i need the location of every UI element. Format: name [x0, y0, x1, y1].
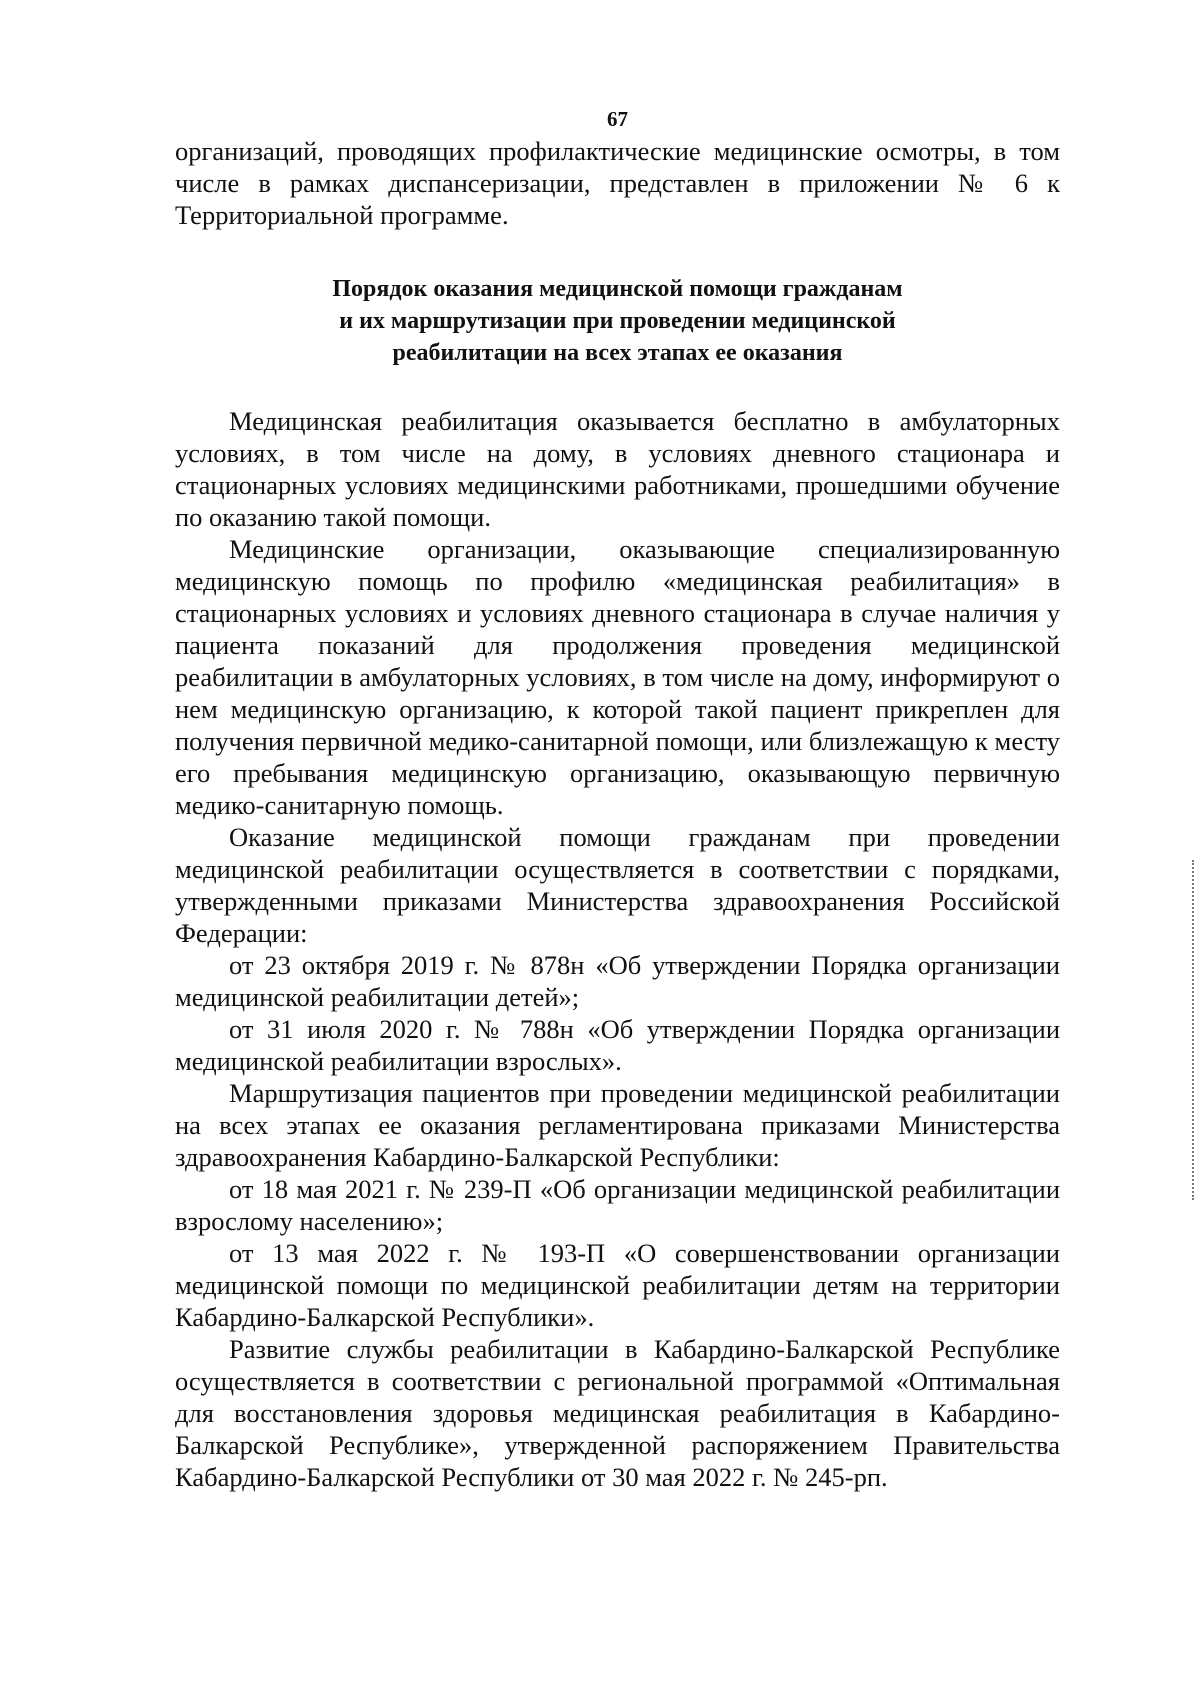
section-heading — [175, 273, 1060, 369]
paragraph-routing: Маршрутизация пациентов при проведении медицинской реабилитации на всех этапах ее оказания регламентирована приказами Министерства здравоохранения Кабардино-Балкарской Республики: — [175, 1078, 1060, 1172]
paragraph-order-239p: от 18 мая 2021 г. № 239-П «Об организации медицинской реабилитации взрослому населению»; — [175, 1174, 1060, 1236]
scan-edge-marks — [1190, 860, 1194, 1200]
paragraph-regional-program: Развитие службы реабилитации в Кабардино-Балкарской Республике осуществляется в соответствии с региональной программой «Оптимальная для восстановления здоровья медицинская реабилитация в Кабардино-Балкарской Республике», утвержденной распоряжением Правительства Кабардино-Балкарской Республики от 30 мая 2022 г. № 245-рп. — [175, 1334, 1060, 1492]
paragraph-rehab-free: Медицинская реабилитация оказывается бесплатно в амбулаторных условиях, в том числе на дому, в условиях дневного стационара и стационарных условиях медицинскими работниками, прошедшими обучение по оказанию такой помощи. — [175, 406, 1060, 532]
paragraph-order-878n: от 23 октября 2019 г. № 878н «Об утверждении Порядка организации медицинской реабилитации детей»; — [175, 950, 1060, 1012]
intro-paragraph: организаций, проводящих профилактические медицинские осмотры, в том числе в рамках диспансеризации, представлен в приложении № 6 к Территориальной программе. — [175, 136, 1060, 230]
paragraph-order-788n: от 31 июля 2020 г. № 788н «Об утверждении Порядка организации медицинской реабилитации взрослых». — [175, 1014, 1060, 1076]
heading-line-1: Порядок оказания медицинской помощи гражданам — [332, 276, 903, 302]
document-page — [175, 105, 1060, 1493]
page-number: 67 — [607, 107, 628, 131]
paragraph-order-193p: от 13 мая 2022 г. № 193-П «О совершенствовании организации медицинской помощи по медицинской реабилитации детям на территории Кабардино-Балкарской Республики». — [175, 1238, 1060, 1332]
paragraph-procedures: Оказание медицинской помощи гражданам при проведении медицинской реабилитации осуществляется в соответствии с порядками, утвержденными приказами Министерства здравоохранения Российской Федерации: — [175, 822, 1060, 948]
heading-line-3: реабилитации на всех этапах ее оказания — [392, 340, 843, 366]
paragraph-organizations: Медицинские организации, оказывающие специализированную медицинскую помощь по профилю «медицинская реабилитация» в стационарных условиях и условиях дневного стационара в случае наличия у пациента показаний для продолжения проведения медицинской реабилитации в амбулаторных условиях, в том числе на дому, информируют о нем медицинскую организацию, к которой такой пациент прикреплен для получения первичной медико-санитарной помощи, или близлежащую к месту его пребывания медицинскую организацию, оказывающую первичную медико-санитарную помощь. — [175, 534, 1060, 820]
heading-line-2: и их маршрутизации при проведении медицинской — [339, 308, 896, 334]
